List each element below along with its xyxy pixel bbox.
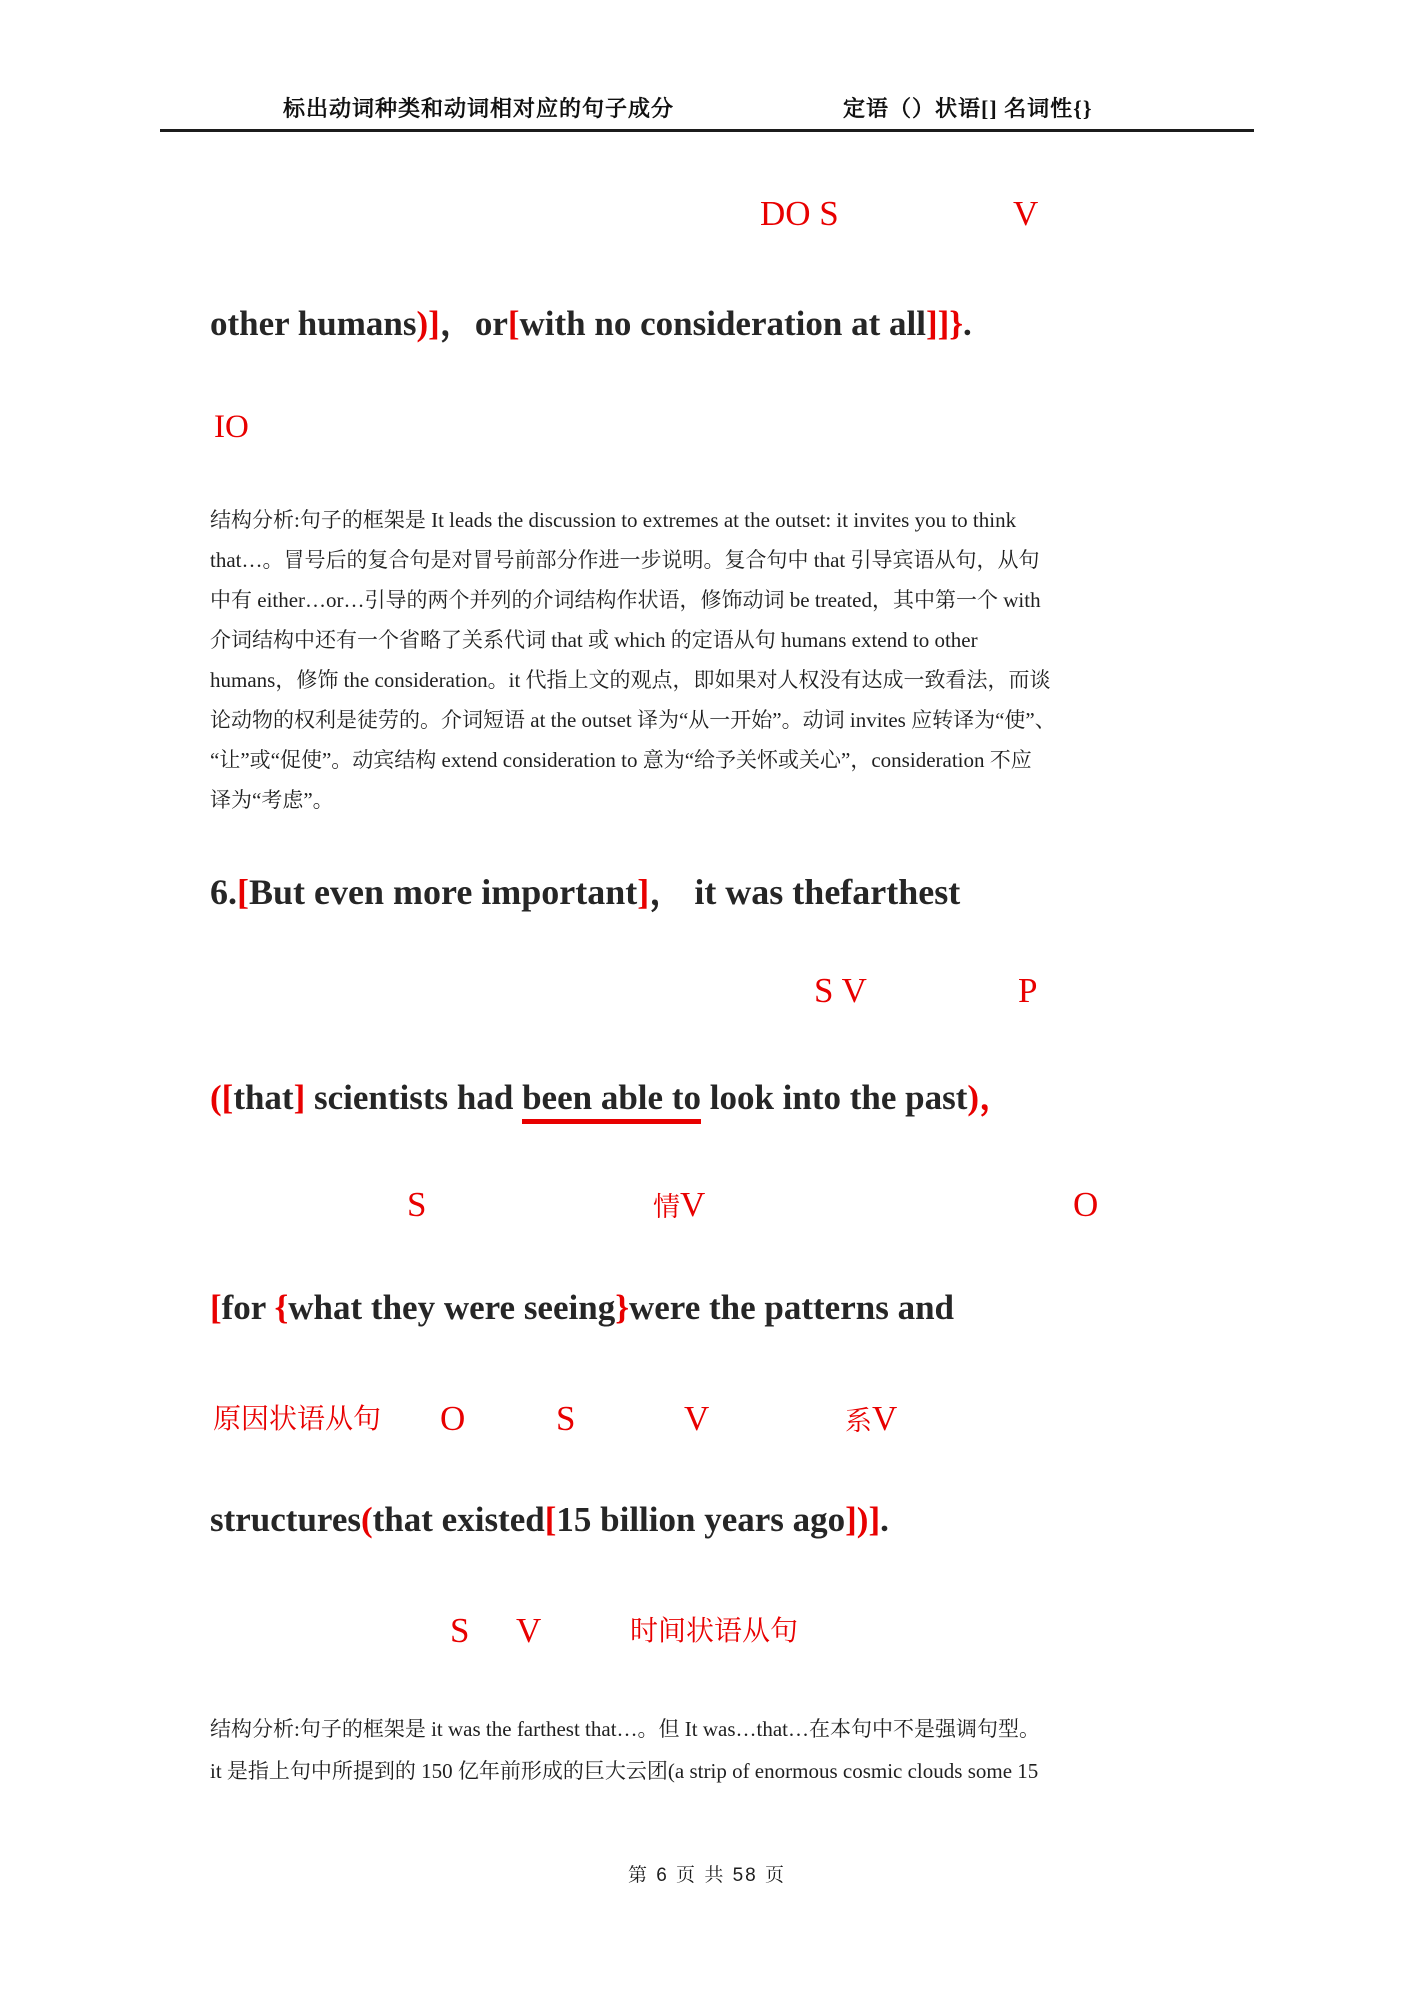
text-segment: [: [544, 1500, 557, 1539]
annotation-row-s-qingv-o: [0, 1176, 1414, 1222]
annotation-s: S: [556, 1399, 576, 1438]
text-segment: what they were seeing: [288, 1288, 616, 1327]
annotation-p: P: [1018, 971, 1038, 1010]
text-segment: scientists had: [305, 1078, 523, 1117]
sentence-other-humans: [210, 296, 972, 346]
text-segment: that existed: [372, 1500, 545, 1539]
annotation-v: V: [516, 1611, 542, 1650]
paragraph-line: that…。冒号后的复合句是对冒号前部分作进一步说明。复合句中 that 引导宾语从句，从句: [210, 548, 1040, 572]
annotation-row-s-v-p: [0, 962, 1414, 1008]
annotation-row-time-clause: [0, 1602, 1414, 1648]
analysis-paragraph-1: [210, 500, 1202, 820]
annotation-s-v: S V: [814, 971, 867, 1010]
annotation-row-do-s-v: [0, 185, 1414, 231]
annotation-v2-label: V: [872, 1399, 898, 1438]
header-rule: [160, 129, 1254, 132]
heading-sentence-6: [210, 864, 960, 915]
annotation-do-s: DO S: [760, 194, 839, 233]
text-segment: or: [474, 304, 508, 343]
annotation-v: V: [1013, 194, 1039, 233]
annotation-row-cause-clause: [0, 1390, 1414, 1436]
text-segment: [: [507, 304, 520, 343]
annotation-xi-label: 系: [845, 1406, 872, 1436]
annotation-s: S: [407, 1185, 427, 1224]
page-number: 第 6 页 共 58 页: [627, 1865, 787, 1886]
annotation-v-label: V: [680, 1185, 706, 1224]
annotation-o: O: [440, 1399, 466, 1438]
sentence-scientists-past: [210, 1070, 1014, 1120]
text-segment: it was thefarthest: [685, 872, 961, 912]
text-segment: ，: [649, 872, 686, 912]
paragraph-line: 译为“考虑”。: [210, 788, 334, 812]
annotation-xi-v: [845, 1401, 897, 1436]
annotation-io: IO: [214, 409, 249, 445]
annotation-qing-v: [653, 1187, 705, 1222]
annotation-v: V: [684, 1399, 710, 1438]
paragraph-line: 结构分析:句子的框架是 It leads the discussion to extremes at the outset: it invites you to think: [210, 508, 1017, 532]
text-segment: 6.: [210, 872, 237, 912]
text-segment: [: [237, 872, 249, 912]
text-segment: look into the past: [700, 1078, 968, 1117]
text-segment: [: [210, 1288, 222, 1327]
sentence-structures-existed: [210, 1500, 889, 1540]
text-segment: ])]: [845, 1500, 881, 1539]
annotation-time-clause-label: 时间状语从句: [630, 1615, 799, 1647]
text-segment: with no consideration at all: [519, 304, 926, 343]
text-segment: were the patterns and: [629, 1288, 955, 1327]
annotation-qing-label: 情: [653, 1192, 680, 1222]
annotation-row-io: [0, 398, 1414, 444]
annotation-s: S: [450, 1611, 470, 1650]
text-segment: other humans: [210, 304, 417, 343]
text-segment: ): [967, 1078, 980, 1117]
paragraph-line: 介词结构中还有一个省略了关系代词 that 或 which 的定语从句 humans extend to other: [210, 628, 978, 652]
text-segment: been able to: [522, 1078, 701, 1124]
paragraph-line: “让”或“促使”。动宾结构 extend consideration to 意为“给予关怀或关心”，consideration 不应: [210, 748, 1032, 772]
header-left-title: 标出动词种类和动词相对应的句子成分: [283, 96, 675, 121]
annotation-cause-clause-label: 原因状语从句: [213, 1403, 382, 1435]
text-segment: for: [221, 1288, 275, 1327]
text-segment: }: [615, 1288, 629, 1327]
text-segment: [: [221, 1078, 234, 1117]
text-segment: .: [880, 1500, 889, 1539]
analysis-paragraph-2: [210, 1708, 1202, 1792]
paragraph-line: 论动物的权利是徒劳的。介词短语 at the outset 译为“从一开始”。动词 invites 应转译为“使”、: [210, 708, 1056, 732]
text-segment: ]: [637, 872, 650, 912]
text-segment: ]]}: [925, 304, 964, 343]
text-segment: But even more important: [249, 872, 638, 912]
annotation-o: O: [1073, 1185, 1099, 1224]
text-segment: .: [963, 304, 972, 343]
text-segment: {: [274, 1288, 289, 1327]
sentence-for-what-they-were-seeing: [210, 1288, 954, 1328]
paragraph-line: it 是指上句中所提到的 150 亿年前形成的巨大云团(a strip of enormous cosmic clouds some 15: [210, 1759, 1039, 1783]
text-segment: (: [361, 1500, 373, 1539]
text-segment: ，: [979, 1078, 1015, 1117]
text-segment: ]: [293, 1078, 306, 1117]
text-segment: 15 billion years ago: [556, 1500, 846, 1539]
text-segment: structures: [210, 1500, 361, 1539]
header-right-legend: 定语（）状语[] 名词性{}: [843, 96, 1093, 121]
text-segment: that: [233, 1078, 294, 1117]
text-segment: )]: [416, 304, 440, 343]
paragraph-line: humans，修饰 the consideration。it 代指上文的观点，即如果对人权没有达成一致看法，而谈: [210, 668, 1051, 692]
paragraph-line: 中有 either…or…引导的两个并列的介词结构作状语，修饰动词 be treated，其中第一个 with: [210, 588, 1041, 612]
text-segment: ，: [439, 304, 475, 343]
text-segment: (: [210, 1078, 222, 1117]
paragraph-line: 结构分析:句子的框架是 it was the farthest that…。但 It was…that…在本句中不是强调句型。: [210, 1717, 1041, 1741]
